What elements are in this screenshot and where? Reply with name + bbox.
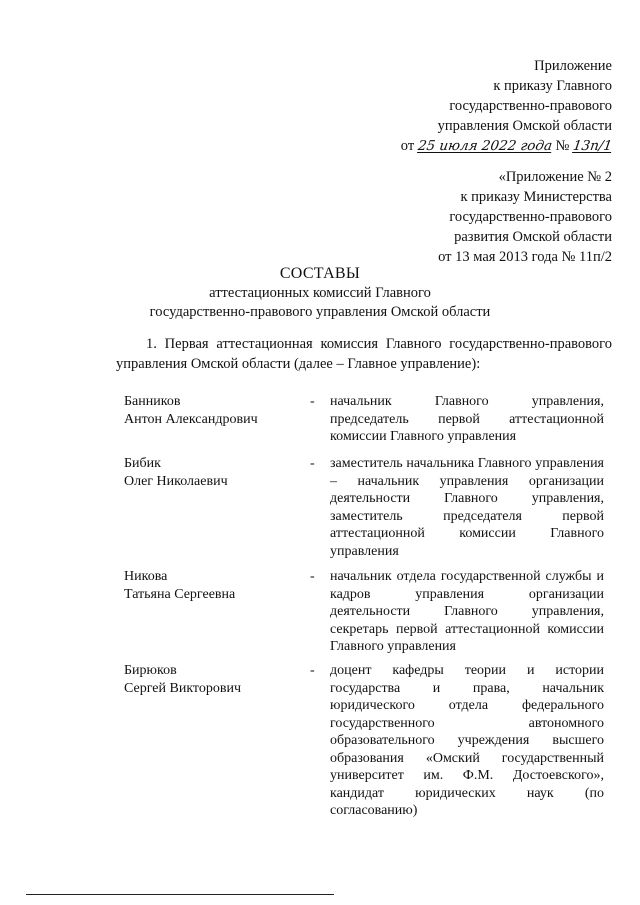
member-name	[124, 568, 294, 603]
intro-paragraph	[116, 334, 612, 374]
member-dash: -	[310, 456, 315, 471]
member-name	[124, 455, 294, 490]
member-surname: Банников	[124, 394, 181, 409]
original-header-line-1: «Приложение № 2	[498, 169, 612, 185]
number-prefix: №	[555, 138, 570, 154]
appendix-header-line-3: государственно-правового	[449, 98, 612, 114]
document-title	[0, 264, 640, 322]
title-main: СОСТАВЫ	[279, 265, 361, 282]
appendix-header-line-4: управления Омской области	[437, 118, 612, 134]
appendix-header-line-2: к приказу Главного	[493, 78, 612, 94]
member-role: доцент кафедры теории и истории государства и права, начальник юридического отдела федерального государственного автономного образовательного учреждения высшего образования «Омский государственный университет им. Ф.М. Достоевского», кандидат юридических наук (по согласованию)	[330, 663, 604, 818]
member-dash: -	[310, 569, 315, 584]
member-surname: Никова	[124, 569, 168, 584]
member-given-names: Олег Николаевич	[124, 473, 228, 489]
appendix-header-line-1: Приложение	[534, 58, 612, 74]
appendix-header	[401, 56, 612, 156]
date-prefix: от	[400, 138, 415, 154]
original-header-line-2: к приказу Министерства	[460, 189, 612, 205]
member-surname: Бибик	[124, 456, 161, 471]
footnote-separator	[26, 894, 334, 895]
original-header-line-4: развития Омской области	[454, 229, 612, 245]
member-given-names: Антон Александрович	[124, 411, 258, 427]
member-role: заместитель начальника Главного управления – начальник управления организации деятельности Главного управления, заместитель председателя первой аттестационной комиссии Главного управления	[330, 456, 604, 559]
handwritten-date: 25 июля 2022 года	[416, 138, 554, 154]
intro-text: 1. Первая аттестационная комиссия Главного государственно-правового управления Омской области (далее – Главное управление):	[116, 336, 612, 372]
member-surname: Бирюков	[124, 663, 177, 678]
title-subtitle-line-1: аттестационных комиссий Главного	[209, 285, 431, 301]
original-appendix-header	[438, 167, 612, 267]
member-name	[124, 662, 294, 697]
original-header-line-3: государственно-правового	[449, 209, 612, 225]
handwritten-number: 13п/1	[571, 138, 614, 154]
member-given-names: Татьяна Сергеевна	[124, 586, 236, 602]
member-dash: -	[310, 394, 315, 409]
member-role: начальник отдела государственной службы и кадров управления организации деятельности Главного управления, секретарь первой аттестационной комиссии Главного управления	[330, 569, 604, 654]
member-name	[124, 393, 294, 428]
member-dash: -	[310, 663, 315, 678]
member-role: начальник Главного управления, председатель первой аттестационной комиссии Главного управления	[330, 394, 604, 444]
member-given-names: Сергей Викторович	[124, 680, 242, 696]
original-header-line-5: от 13 мая 2013 года № 11п/2	[438, 249, 612, 265]
title-subtitle-line-2: государственно-правового управления Омской области	[149, 304, 491, 320]
appendix-date-line	[401, 136, 612, 156]
